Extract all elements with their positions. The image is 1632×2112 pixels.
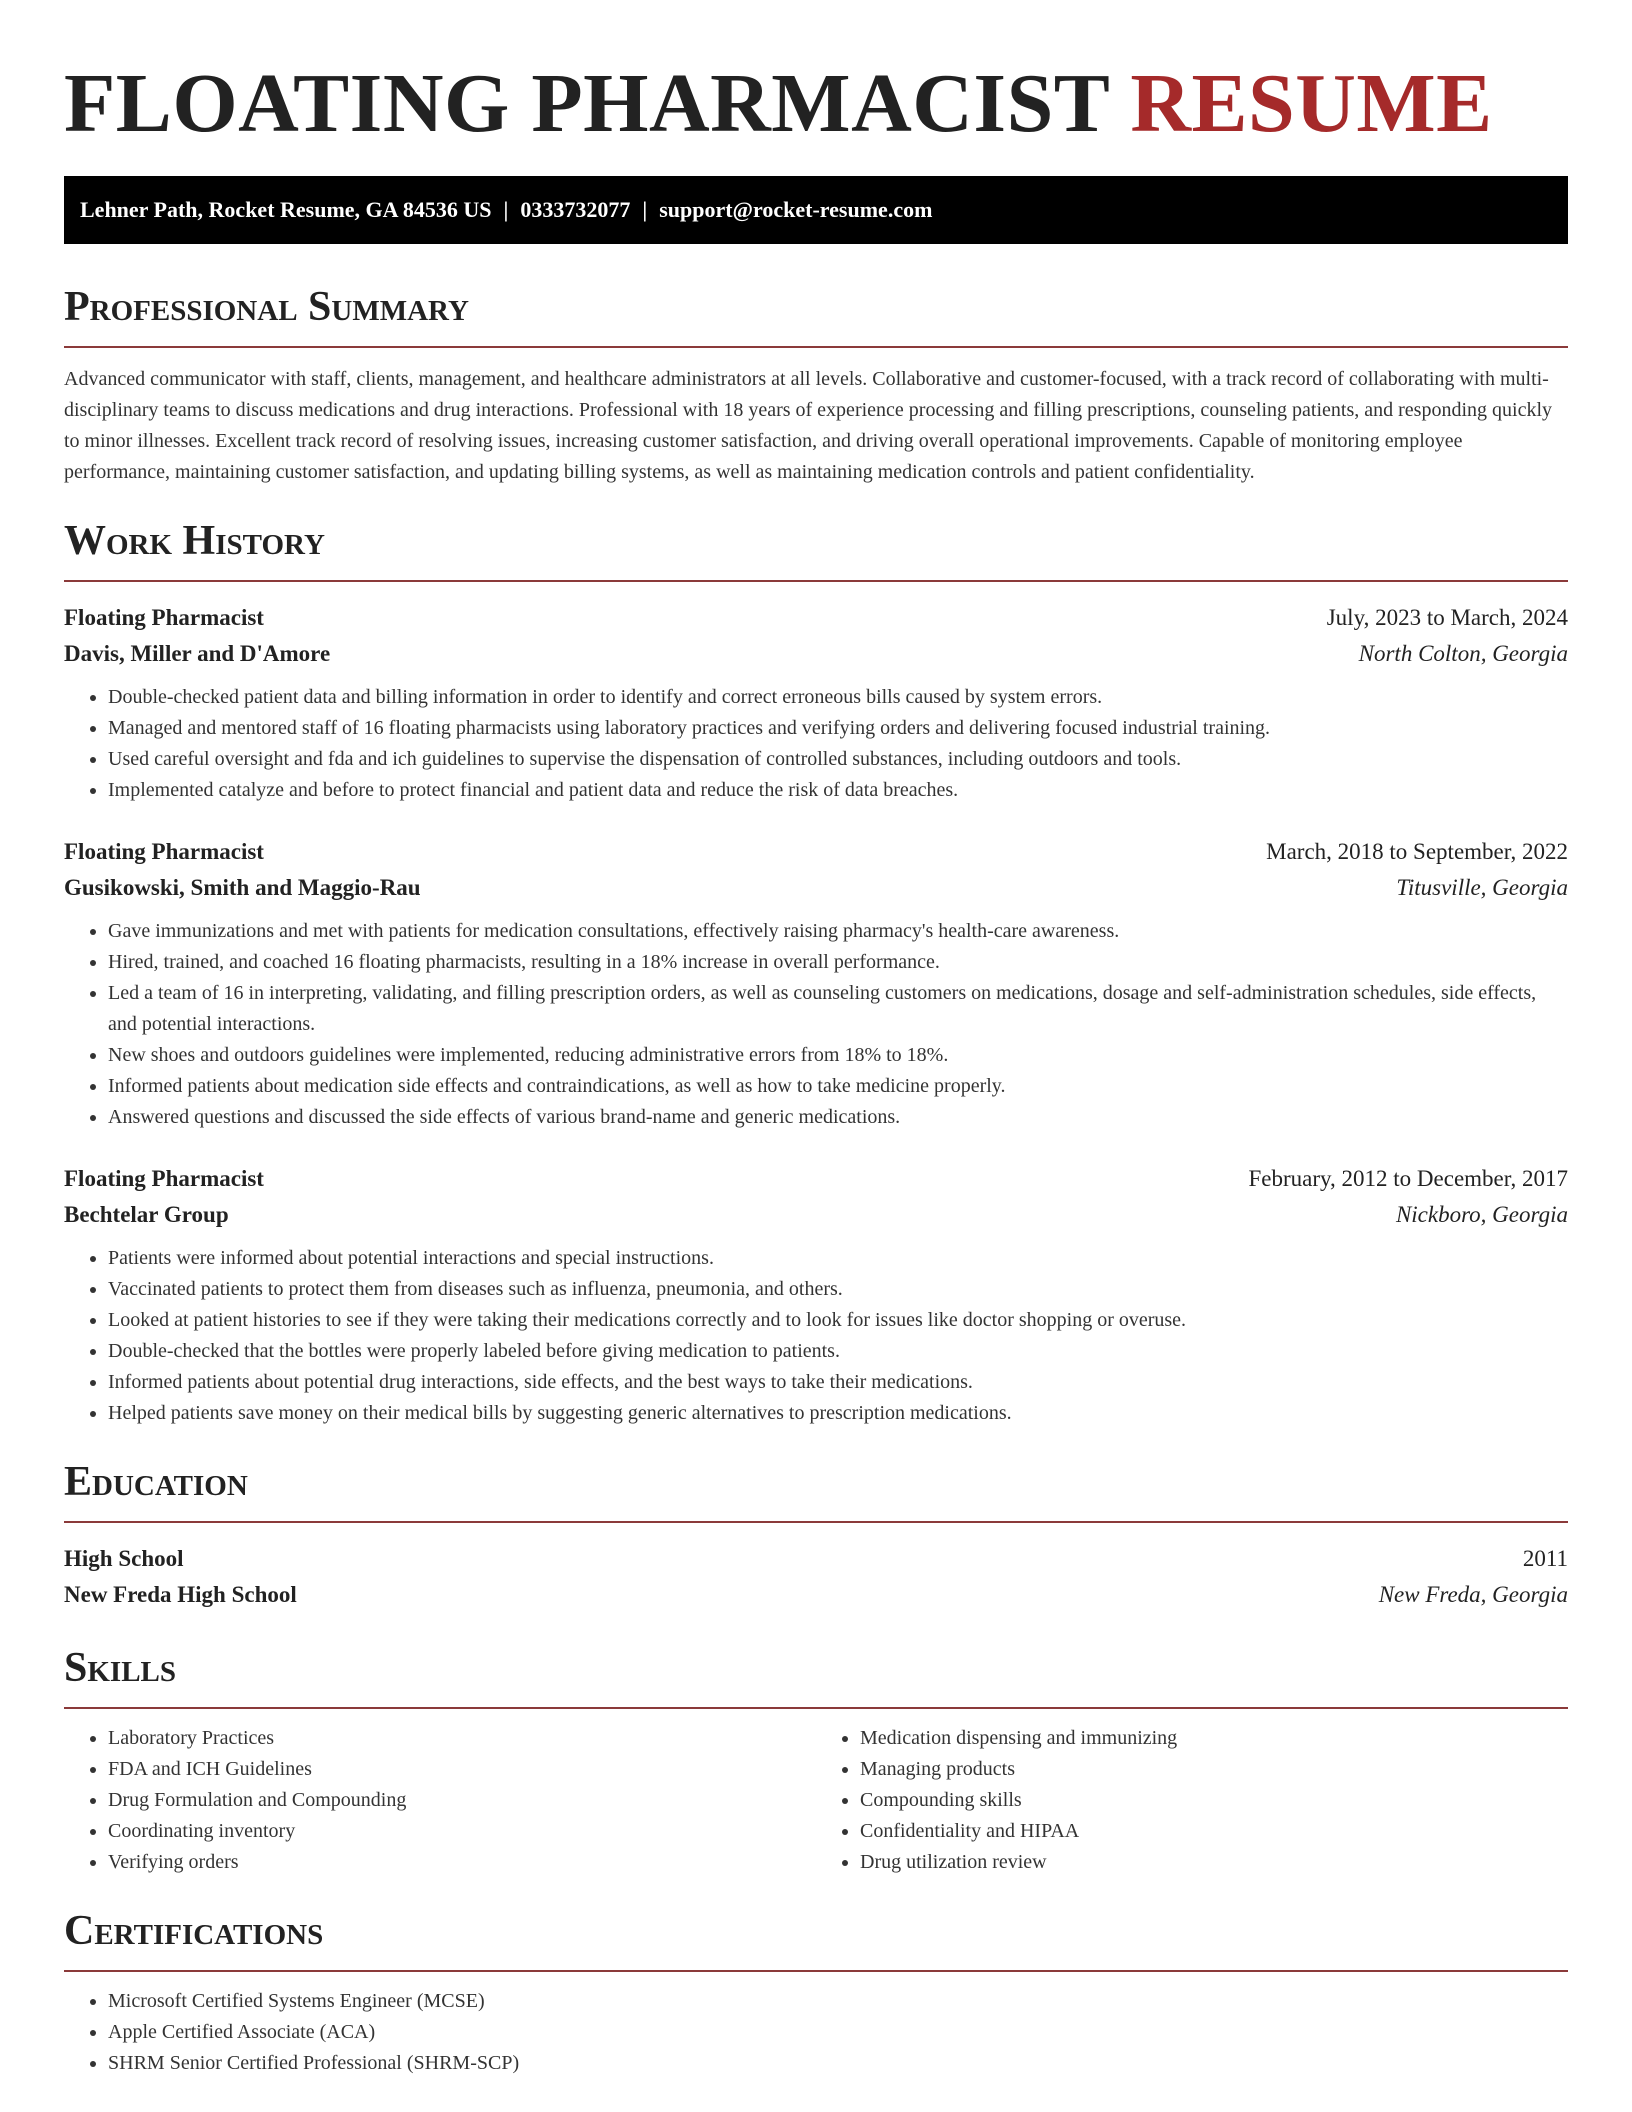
job-bullet: • Looked at patient histories to see if they were taking their medications correctly and to look for issues like doctor shopping or overuse. bbox=[108, 1305, 1568, 1336]
job-bullet: • Led a team of 16 in interpreting, validating, and filling prescription orders, as well as counseling customers on medications, dosage and self-administration schedules, side effects, and potential interactions. bbox=[108, 978, 1568, 1040]
job-bullet: • Answered questions and discussed the side effects of various brand-name and generic medications. bbox=[108, 1102, 1568, 1133]
job-header-row bbox=[64, 600, 1568, 636]
contact-separator: | bbox=[642, 197, 648, 222]
job-company: Gusikowski, Smith and Maggio-Rau bbox=[64, 875, 421, 900]
education-section bbox=[64, 1457, 1568, 1613]
job-bullet: • Informed patients about potential drug interactions, side effects, and the best ways to take their medications. bbox=[108, 1367, 1568, 1398]
education-entry bbox=[64, 1541, 1568, 1613]
job-company: Bechtelar Group bbox=[64, 1202, 229, 1227]
job-title: Floating Pharmacist bbox=[64, 839, 264, 864]
job-header-row bbox=[64, 1161, 1568, 1197]
skills-list-right bbox=[816, 1723, 1568, 1878]
skill-item: • Verifying orders bbox=[108, 1847, 816, 1878]
job-company: Davis, Miller and D'Amore bbox=[64, 641, 331, 666]
job-bullet: • Informed patients about medication side effects and contraindications, as well as how to take medicine properly. bbox=[108, 1071, 1568, 1102]
education-school: New Freda High School bbox=[64, 1582, 297, 1607]
summary-text: Advanced communicator with staff, clients, management, and healthcare administrators at all levels. Collaborative and customer-focused, with a track record of collaborating with multi-disciplinary teams to discuss medications and drug interactions. Professional with 18 years of experience processing and filling prescriptions, counseling patients, and responding quickly to minor illnesses. Excellent track record of resolving issues, increasing customer satisfaction, and driving overall operational improvements. Capable of monitoring employee performance, maintaining customer satisfaction, and updating billing systems, as well as maintaining medication controls and patient confidentiality. bbox=[64, 368, 1552, 483]
education-year: 2011 bbox=[1522, 1546, 1568, 1571]
skill-item: • Drug Formulation and Compounding bbox=[108, 1785, 816, 1816]
job-title: Floating Pharmacist bbox=[64, 605, 264, 630]
certifications-list bbox=[64, 1986, 1568, 2079]
certifications-heading: Certifications bbox=[64, 1906, 1568, 1972]
job-bullet: • New shoes and outdoors guidelines were implemented, reducing administrative errors from 18% to 18%. bbox=[108, 1040, 1568, 1071]
certification-item: • Microsoft Certified Systems Engineer (MCSE) bbox=[108, 1986, 1568, 2017]
work-history-section bbox=[64, 516, 1568, 1429]
job-bullet: • Double-checked patient data and billing information in order to identify and correct erroneous bills caused by system errors. bbox=[108, 682, 1568, 713]
job-header-row bbox=[64, 834, 1568, 870]
page-title bbox=[64, 58, 1568, 150]
job-bullet: • Hired, trained, and coached 16 floating pharmacists, resulting in a 18% increase in overall performance. bbox=[108, 947, 1568, 978]
skills-columns bbox=[64, 1709, 1568, 1878]
skill-item: • Confidentiality and HIPAA bbox=[860, 1816, 1568, 1847]
job-bullets bbox=[64, 1243, 1568, 1429]
education-location: New Freda, Georgia bbox=[1378, 1582, 1568, 1607]
education-degree-row bbox=[64, 1541, 1568, 1577]
job-entry bbox=[64, 1161, 1568, 1429]
job-entry bbox=[64, 600, 1568, 806]
certification-item: • Apple Certified Associate (ACA) bbox=[108, 2017, 1568, 2048]
contact-separator: | bbox=[503, 197, 509, 222]
job-bullet: • Used careful oversight and fda and ich guidelines to supervise the dispensation of controlled substances, including outdoors and tools. bbox=[108, 744, 1568, 775]
contact-phone[interactable]: 0333732077 bbox=[520, 197, 631, 222]
summary-heading: Professional Summary bbox=[64, 282, 1568, 348]
job-location: Nickboro, Georgia bbox=[1395, 1202, 1568, 1227]
job-dates: March, 2018 to September, 2022 bbox=[1266, 839, 1568, 864]
job-dates: February, 2012 to December, 2017 bbox=[1248, 1166, 1568, 1191]
skills-section bbox=[64, 1643, 1568, 1878]
job-entry bbox=[64, 834, 1568, 1133]
job-location: Titusville, Georgia bbox=[1396, 875, 1568, 900]
summary-section bbox=[64, 282, 1568, 488]
job-bullet: • Helped patients save money on their medical bills by suggesting generic alternatives to prescription medications. bbox=[108, 1398, 1568, 1429]
certification-item: • SHRM Senior Certified Professional (SHRM-SCP) bbox=[108, 2048, 1568, 2079]
skill-item: • Drug utilization review bbox=[860, 1847, 1568, 1878]
skill-item: • Coordinating inventory bbox=[108, 1816, 816, 1847]
skill-item: • Medication dispensing and immunizing bbox=[860, 1723, 1568, 1754]
job-dates: July, 2023 to March, 2024 bbox=[1326, 605, 1568, 630]
skill-item: • FDA and ICH Guidelines bbox=[108, 1754, 816, 1785]
certifications-section bbox=[64, 1906, 1568, 2079]
education-degree: High School bbox=[64, 1546, 184, 1571]
education-heading: Education bbox=[64, 1457, 1568, 1523]
job-bullet: • Vaccinated patients to protect them from diseases such as influenza, pneumonia, and others. bbox=[108, 1274, 1568, 1305]
job-location: North Colton, Georgia bbox=[1358, 641, 1568, 666]
contact-email[interactable]: support@rocket-resume.com bbox=[659, 197, 933, 222]
resume-page bbox=[64, 0, 1568, 2079]
skill-item: • Laboratory Practices bbox=[108, 1723, 816, 1754]
job-bullet: • Patients were informed about potential interactions and special instructions. bbox=[108, 1243, 1568, 1274]
job-company-row bbox=[64, 870, 1568, 906]
job-company-row bbox=[64, 636, 1568, 672]
education-school-row bbox=[64, 1577, 1568, 1613]
job-bullet: • Managed and mentored staff of 16 floating pharmacists using laboratory practices and verifying orders and delivering focused industrial training. bbox=[108, 713, 1568, 744]
job-bullet: • Implemented catalyze and before to protect financial and patient data and reduce the risk of data breaches. bbox=[108, 775, 1568, 806]
job-bullet: • Gave immunizations and met with patients for medication consultations, effectively raising pharmacy's health-care awareness. bbox=[108, 916, 1568, 947]
job-bullets bbox=[64, 916, 1568, 1133]
contact-bar bbox=[64, 176, 1568, 244]
title-main: FLOATING PHARMACIST bbox=[64, 57, 1109, 150]
title-accent: RESUME bbox=[1130, 57, 1493, 150]
job-company-row bbox=[64, 1197, 1568, 1233]
skill-item: • Managing products bbox=[860, 1754, 1568, 1785]
job-bullet: • Double-checked that the bottles were properly labeled before giving medication to patients. bbox=[108, 1336, 1568, 1367]
job-bullets bbox=[64, 682, 1568, 806]
job-title: Floating Pharmacist bbox=[64, 1166, 264, 1191]
skill-item: • Compounding skills bbox=[860, 1785, 1568, 1816]
work-history-heading: Work History bbox=[64, 516, 1568, 582]
contact-address: Lehner Path, Rocket Resume, GA 84536 US bbox=[80, 197, 492, 222]
skills-heading: Skills bbox=[64, 1643, 1568, 1709]
skills-list-left bbox=[64, 1723, 816, 1878]
